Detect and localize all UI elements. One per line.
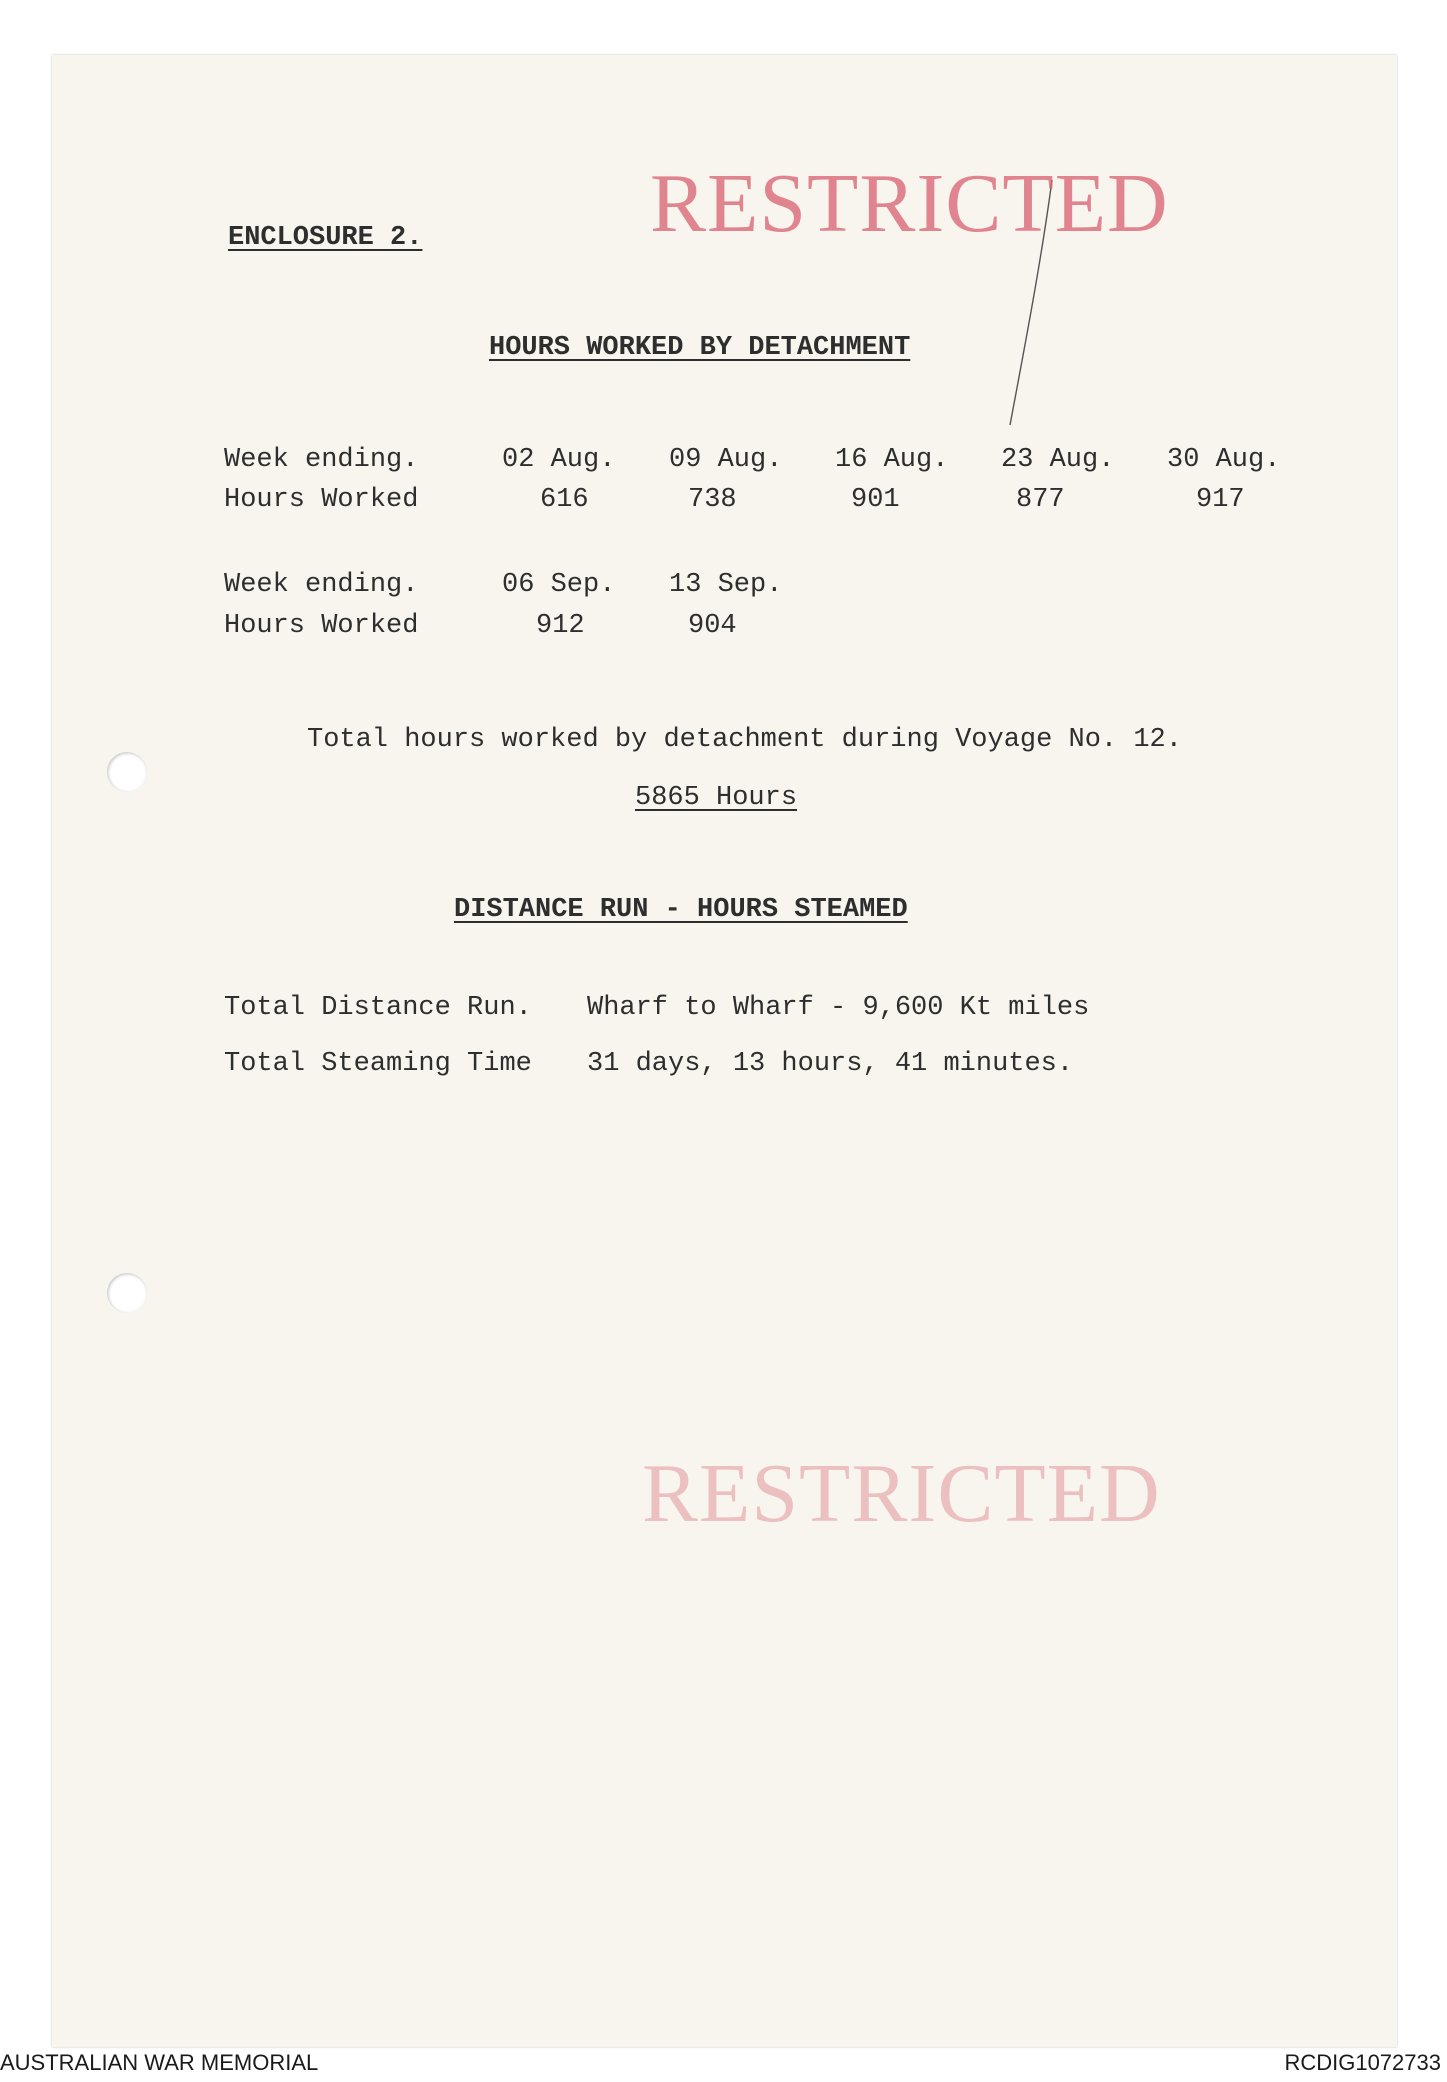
hours-cell: 904 [688,611,737,641]
week-cell: 13 Sep. [669,570,783,600]
hours-cell: 877 [1016,485,1065,515]
restricted-stamp-top: RESTRICTED [650,157,1169,250]
distance-label: Total Distance Run. [224,993,532,1023]
week-cell: 30 Aug. [1167,445,1281,475]
week-cell: 09 Aug. [669,445,783,475]
week-cell: 06 Sep. [502,570,616,600]
week-ending-label-2: Week ending. [224,570,419,600]
punch-hole-bottom [107,1273,147,1313]
week-cell: 23 Aug. [1001,445,1115,475]
week-cell: 16 Aug. [835,445,949,475]
hours-cell: 901 [851,485,900,515]
section-title-distance: DISTANCE RUN - HOURS STEAMED [454,895,908,925]
total-hours-line: Total hours worked by detachment during Voyage No. 12. [307,725,1182,755]
hours-worked-label-2: Hours Worked [224,611,419,641]
week-cell: 02 Aug. [502,445,616,475]
hours-cell: 738 [688,485,737,515]
punch-hole-top [107,752,147,792]
hours-cell: 912 [536,611,585,641]
hours-cell: 616 [540,485,589,515]
distance-value: Wharf to Wharf - 9,600 Kt miles [587,993,1090,1023]
total-hours-value: 5865 Hours [635,783,798,813]
hours-worked-label-1: Hours Worked [224,485,419,515]
steaming-value: 31 days, 13 hours, 41 minutes. [587,1049,1074,1079]
restricted-stamp-bottom: RESTRICTED [642,1447,1161,1540]
footer-record-id: RCDIG1072733 [1284,2050,1441,2075]
steaming-label: Total Steaming Time [224,1049,532,1079]
week-ending-label-1: Week ending. [224,445,419,475]
footer-archive-name: AUSTRALIAN WAR MEMORIAL [0,2050,319,2075]
section-title-hours: HOURS WORKED BY DETACHMENT [489,333,911,363]
document-page [52,55,1397,2047]
hours-cell: 917 [1196,485,1245,515]
enclosure-label: ENCLOSURE 2. [228,223,423,253]
